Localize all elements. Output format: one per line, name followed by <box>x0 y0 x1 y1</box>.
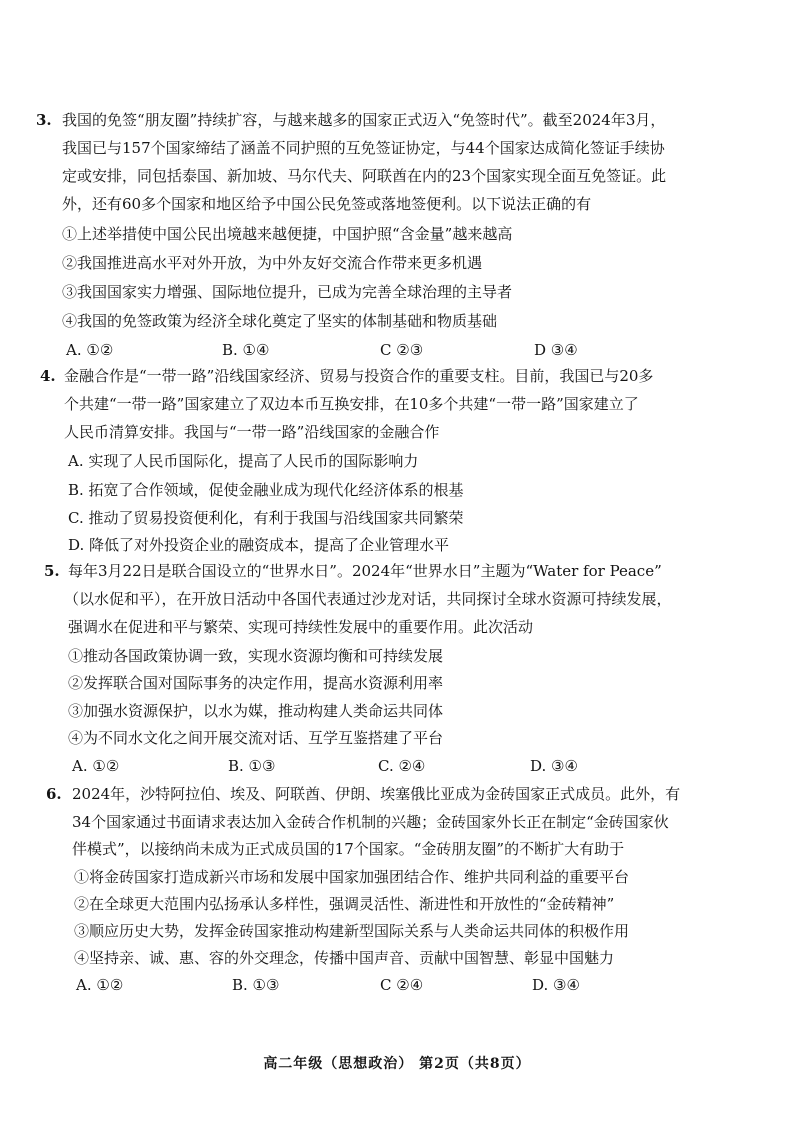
question-stem-line: 人民币清算安排。我国与“一带一路”沿线国家的金融合作 <box>64 423 440 441</box>
question-number: 4. <box>40 367 56 385</box>
statement: ②我国推进高水平对外开放，为中外友好交流合作带来更多机遇 <box>62 254 483 272</box>
option-d[interactable]: D. 降低了对外投资企业的融资成本，提高了企业管理水平 <box>68 536 450 554</box>
option-b[interactable]: B. 拓宽了合作领域，促使金融业成为现代化经济体系的根基 <box>68 481 464 499</box>
option-c[interactable]: C ②④ <box>380 976 424 994</box>
question-stem-line: 2024年，沙特阿拉伯、埃及、阿联酋、伊朗、埃塞俄比亚成为金砖国家正式成员。此外，有 <box>72 785 681 803</box>
option-b[interactable]: B. ①④ <box>222 341 270 359</box>
option-a[interactable]: A. ①② <box>76 976 124 994</box>
page-footer: 高二年级（思想政治） 第2页（共8页） <box>263 1056 531 1072</box>
question-stem-line: （以水促和平），在开放日活动中各国代表通过沙龙对话，共同探讨全球水资源可持续发展， <box>64 590 672 608</box>
question-stem-line: 34个国家通过书面请求表达加入金砖合作机制的兴趣；金砖国家外长正在制定“金砖国家伙 <box>72 813 669 831</box>
question-stem-line: 外，还有60多个国家和地区给予中国公民免签或落地签便利。以下说法正确的有 <box>62 195 592 213</box>
statement: ③我国国家实力增强、国际地位提升，已成为完善全球治理的主导者 <box>62 283 513 301</box>
statement: ③顺应历史大势，发挥金砖国家推动构建新型国际关系与人类命运共同体的积极作用 <box>74 922 630 940</box>
option-c[interactable]: C ②③ <box>380 341 424 359</box>
option-c[interactable]: C. 推动了贸易投资便利化，有利于我国与沿线国家共同繁荣 <box>68 509 464 527</box>
question-stem-line: 伴模式”，以接纳尚未成为正式成员国的17个国家。“金砖朋友圈”的不断扩大有助于 <box>72 840 625 858</box>
option-c[interactable]: C. ②④ <box>378 757 426 775</box>
option-d[interactable]: D. ③④ <box>530 757 578 775</box>
question-number: 6. <box>46 785 62 803</box>
option-a[interactable]: A. ①② <box>66 341 114 359</box>
question-stem-line: 金融合作是“一带一路”沿线国家经济、贸易与投资合作的重要支柱。目前，我国已与20多 <box>64 367 654 385</box>
statement: ①将金砖国家打造成新兴市场和发展中国家加强团结合作、维护共同利益的重要平台 <box>74 868 630 886</box>
question-stem-line: 我国已与157个国家缔结了涵盖不同护照的互免签证协定，与44个国家达成简化签证手续协 <box>62 139 665 157</box>
option-b[interactable]: B. ①③ <box>232 976 280 994</box>
question-stem-line: 强调水在促进和平与繁荣、实现可持续性发展中的重要作用。此次活动 <box>68 618 534 636</box>
question-number: 5. <box>44 562 60 580</box>
statement: ④为不同水文化之间开展交流对话、互学互鉴搭建了平台 <box>68 729 444 747</box>
question-stem-line: 我国的免签“朋友圈”持续扩容，与越来越多的国家正式迈入“免签时代”。截至2024年3月， <box>62 111 666 129</box>
option-d[interactable]: D. ③④ <box>532 976 580 994</box>
option-a[interactable]: A. ①② <box>72 757 120 775</box>
statement: ③加强水资源保护，以水为媒，推动构建人类命运共同体 <box>68 702 444 720</box>
option-d[interactable]: D ③④ <box>534 341 578 359</box>
statement: ①上述举措使中国公民出境越来越便捷，中国护照“含金量”越来越高 <box>62 225 513 243</box>
statement: ④我国的免签政策为经济全球化奠定了坚实的体制基础和物质基础 <box>62 312 498 330</box>
option-a[interactable]: A. 实现了人民币国际化，提高了人民币的国际影响力 <box>68 452 419 470</box>
option-b[interactable]: B. ①③ <box>228 757 276 775</box>
question-stem-line: 个共建“一带一路”国家建立了双边本币互换安排，在10多个共建“一带一路”国家建立了 <box>64 395 639 413</box>
statement: ②发挥联合国对国际事务的决定作用，提高水资源利用率 <box>68 674 444 692</box>
statement: ②在全球更大范围内弘扬承认多样性，强调灵活性、渐进性和开放性的“金砖精神” <box>74 895 615 913</box>
question-number: 3. <box>36 111 52 129</box>
question-stem-line: 每年3月22日是联合国设立的“世界水日”。2024年“世界水日”主题为“Water for Peace” <box>68 562 662 580</box>
statement: ④坚持亲、诚、惠、容的外交理念，传播中国声音、贡献中国智慧、彰显中国魅力 <box>74 949 615 967</box>
question-stem-line: 定或安排，同包括泰国、新加坡、马尔代夫、阿联酋在内的23个国家实现全面互免签证。此 <box>62 167 667 185</box>
statement: ①推动各国政策协调一致，实现水资源均衡和可持续发展 <box>68 647 444 665</box>
